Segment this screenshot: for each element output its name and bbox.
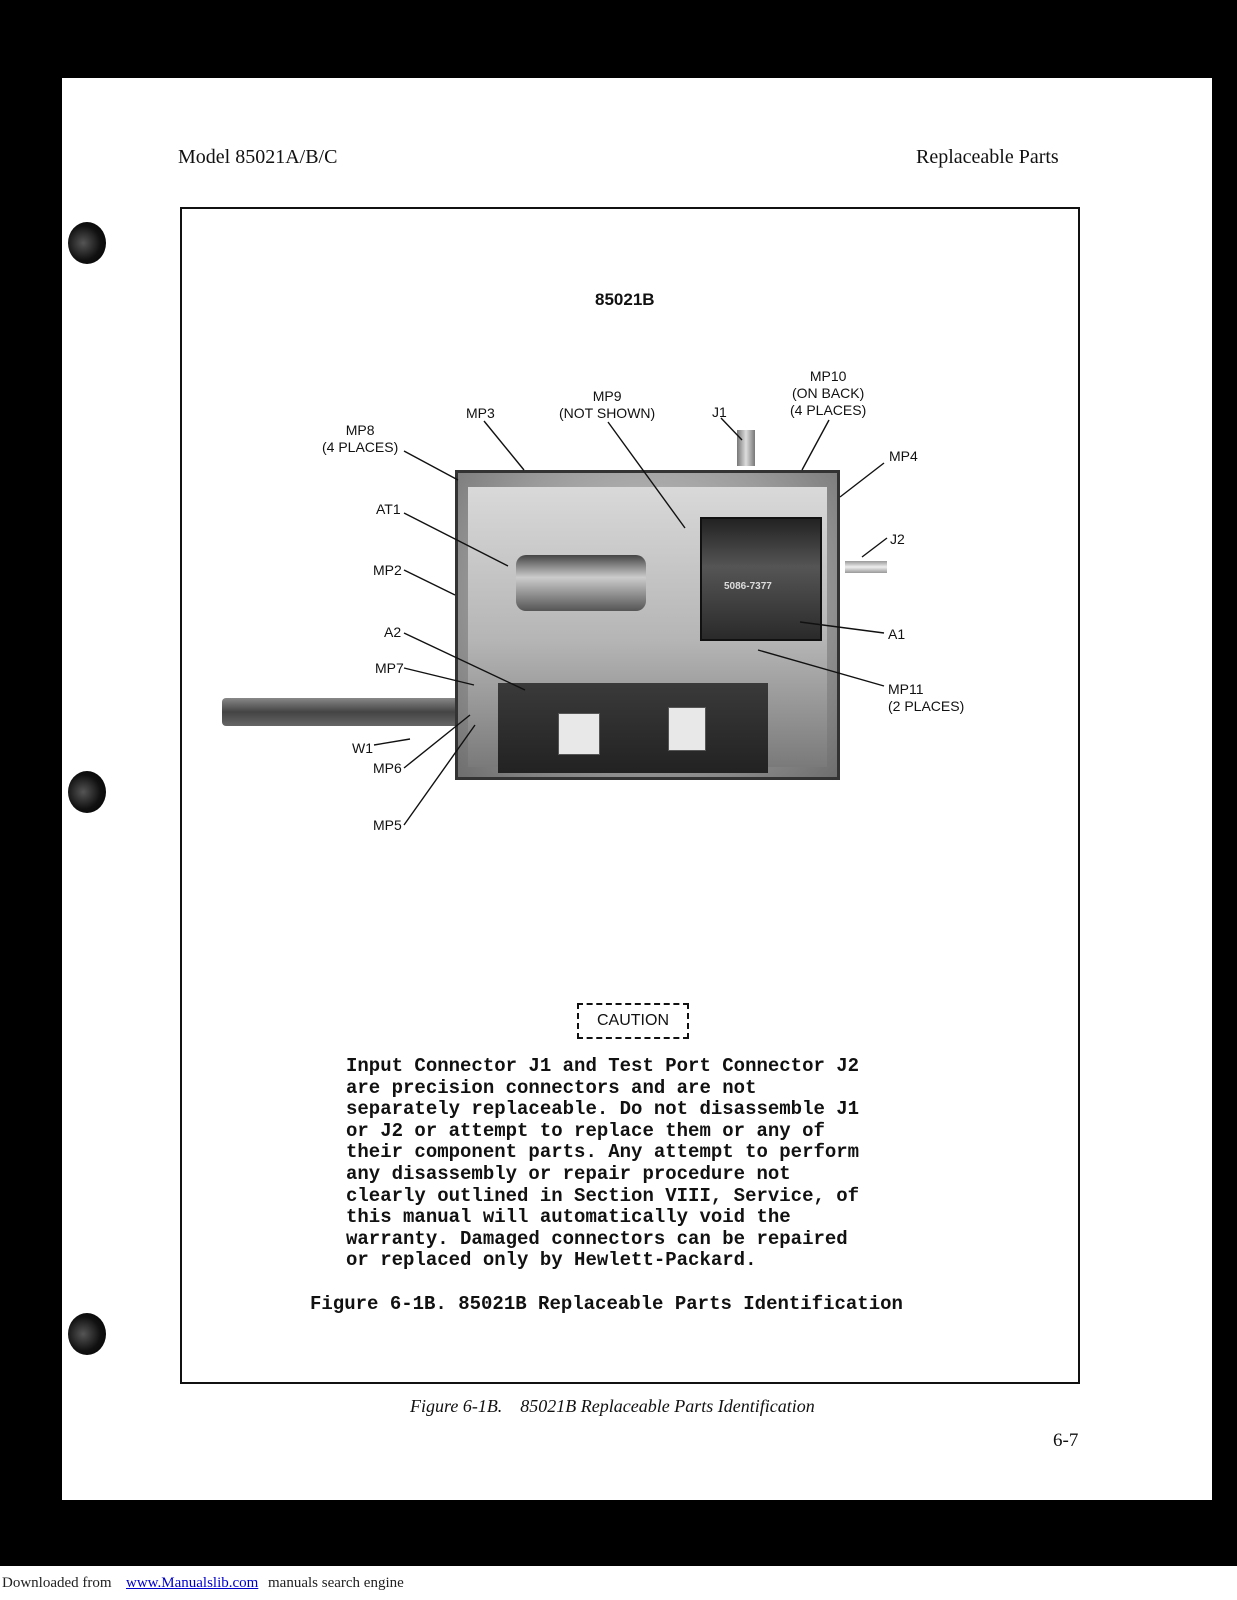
header-model: Model 85021A/B/C [178, 146, 338, 168]
label-mp8: MP8 (4 PLACES) [322, 422, 399, 455]
label-at1: AT1 [376, 501, 401, 517]
attenuator-at1-photo [516, 555, 646, 611]
header-section: Replaceable Parts [916, 146, 1059, 168]
chip [558, 713, 600, 755]
label-w1: W1 [352, 740, 373, 756]
chip [668, 707, 706, 751]
manualslib-link[interactable]: www.Manualslib.com [126, 1575, 259, 1591]
label-a2: A2 [384, 624, 402, 640]
label-a1: A1 [888, 626, 906, 642]
label-j2: J2 [890, 531, 905, 547]
label-mp11: MP11 (2 PLACES) [888, 681, 965, 714]
binder-hole-bottom [68, 1313, 106, 1355]
board-a2-photo [498, 683, 768, 773]
connector-j1-photo [737, 430, 755, 466]
label-mp10: MP10 (ON BACK) (4 PLACES) [790, 368, 867, 418]
assembly-photo [455, 470, 840, 780]
binder-hole-middle [68, 771, 106, 813]
connector-j2-photo [845, 561, 887, 573]
module-a1-photo [700, 517, 822, 641]
binder-hole-top [68, 222, 106, 264]
scan-border-left [0, 0, 62, 1600]
footer-prefix: Downloaded from [2, 1575, 112, 1591]
label-mp3: MP3 [466, 405, 495, 421]
label-mp9: MP9 (NOT SHOWN) [559, 388, 656, 421]
label-mp6: MP6 [373, 760, 402, 776]
enclosure-interior [468, 487, 827, 767]
label-j1: J1 [712, 404, 727, 420]
label-mp4: MP4 [889, 448, 918, 464]
label-mp2: MP2 [373, 562, 402, 578]
cable-w1-photo [222, 698, 472, 726]
caution-heading: CAUTION [577, 1003, 689, 1039]
figure-caption: Figure 6-1B. 85021B Replaceable Parts Identification [410, 1396, 815, 1416]
download-footer [0, 1566, 1237, 1600]
footer-suffix: manuals search engine [268, 1575, 404, 1591]
figure-title: 85021B [595, 290, 655, 309]
component-marking: 5086-7377 [724, 581, 772, 592]
page-number: 6-7 [1053, 1430, 1079, 1451]
label-mp5: MP5 [373, 817, 402, 833]
label-mp7: MP7 [375, 660, 404, 676]
caution-text: Input Connector J1 and Test Port Connector J2 are precision connectors and are not separately replaceable. Do not disassemble J1 or J2 or attempt to replace them or any of their component parts. Any attempt to perform any disassembly or repair procedure not clearly outlined in Section VIII, Service, of this manual will automatically void the warranty. Damaged connectors can be repaired or replaced only by Hewlett-Packard. [346, 1055, 860, 1272]
figure-inner-caption: Figure 6-1B. 85021B Replaceable Parts Identification [310, 1293, 903, 1315]
